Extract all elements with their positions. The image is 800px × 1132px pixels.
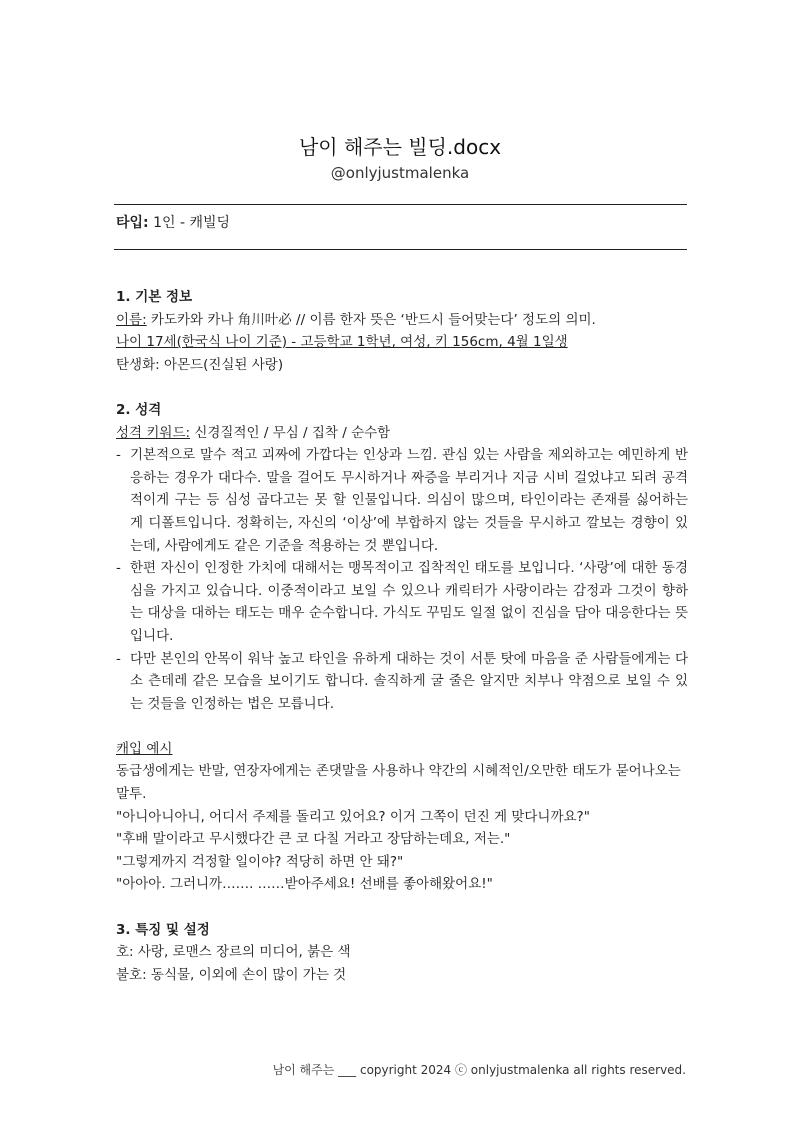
- likes-line: 호: 사랑, 로맨스 장르의 미디어, 붉은 색: [116, 944, 351, 961]
- personality-bullet: - 기본적으로 말수 적고 괴짜에 가깝다는 인상과 느낌. 관심 있는 사람을 제외하고는 예민하게 반응하는 경우가 대다수. 말을 걸어도 무시하거나 짜증을 부리거나 지금 시비 걸었냐고 되려 공격적이게 구는 등 심성 곱다고는 못 할 인물입니다. 의심이 많으며, 타인이라는 존재를 싫어하는 게 디폴트입니다. 정확히는, 자신의 ‘이상’에 부합하지 않는 것들을 무시하고 깔보는 경향이 있는데, 사람에게도 같은 기준을 적용하는 것 뿐입니다.: [116, 447, 688, 554]
- speech-quote: "그렇게까지 걱정할 일이야? 적당히 하면 안 돼?": [116, 853, 404, 870]
- speech-quote: "아아아. 그러니까……. ……받아주세요! 선배를 좋아해왔어요!": [116, 876, 493, 893]
- name-line: [116, 309, 688, 332]
- birth-flower-line: 탄생화: 아몬드(진실된 사랑): [116, 356, 284, 373]
- section-heading-basic: 1. 기본 정보: [116, 289, 193, 305]
- type-row: [116, 212, 230, 232]
- speech-description: 동급생에게는 반말, 연장자에게는 존댓말을 사용하나 약간의 시혜적인/오만한 태도가 묻어나오는 말투.: [116, 763, 681, 803]
- document-body: [116, 286, 688, 986]
- speech-quote: "후배 말이라고 무시했다간 큰 코 다칠 거라고 장담하는데요, 저는.": [116, 831, 511, 848]
- divider-top: [114, 204, 687, 205]
- name-label: 이름:: [116, 311, 147, 328]
- keywords-label: 성격 키워드:: [116, 424, 191, 441]
- name-value: 카도카와 카나 角川叶必 // 이름 한자 뜻은 ‘반드시 들어맞는다’ 정도의 의미.: [146, 311, 596, 328]
- personality-bullet: - 한편 자신이 인정한 가치에 대해서는 맹목적이고 집착적인 태도를 보입니다. ‘사랑’에 대한 동경심을 가지고 있습니다. 이중적이라고 보일 수 있으나 캐릭터가 사랑이라는 감정과 그것이 향하는 대상을 대하는 태도는 매우 순수합니다. 가식도 꾸밈도 일절 없이 진심을 담아 대응한다는 뜻입니다.: [116, 560, 688, 644]
- keywords-value: 신경질적인 / 무심 / 집착 / 순수함: [190, 424, 391, 441]
- type-label: 타입:: [116, 215, 149, 231]
- keywords-line: [116, 422, 688, 445]
- section-heading-personality: 2. 성격: [116, 401, 162, 418]
- type-value: 1인 - 캐빌딩: [148, 215, 231, 231]
- speech-quote: "아니아니아니, 어디서 주제를 돌리고 있어요? 이거 그쪽이 던진 게 맞다니까요?": [116, 808, 590, 825]
- divider-bottom: [114, 249, 687, 250]
- document-title: 남이 해주는 빌딩.docx: [298, 135, 502, 159]
- personality-bullet: - 다만 본인의 안목이 워낙 높고 타인을 유하게 대하는 것이 서툰 탓에 마음을 준 사람들에게는 다소 츤데레 같은 모습을 보이기도 합니다. 솔직하게 굴 줄은 알지만 치부나 약점으로 보일 수 있는 것들을 인정하는 법은 모릅니다.: [116, 650, 688, 712]
- age-line: 나이 17세(한국식 나이 기준) - 고등학교 1학년, 여성, 키 156cm, 4월 1일생: [116, 334, 568, 351]
- copyright-footer: 남이 해주는 ___ copyright 2024 ⓒ onlyjustmalenka all rights reserved.: [272, 1063, 686, 1077]
- speech-heading: 캐입 예시: [116, 740, 173, 757]
- section-heading-traits: 3. 특징 및 설정: [116, 921, 210, 938]
- dislikes-line: 불호: 동식물, 이외에 손이 많이 가는 것: [116, 966, 347, 983]
- document-author: @onlyjustmalenka: [330, 164, 470, 182]
